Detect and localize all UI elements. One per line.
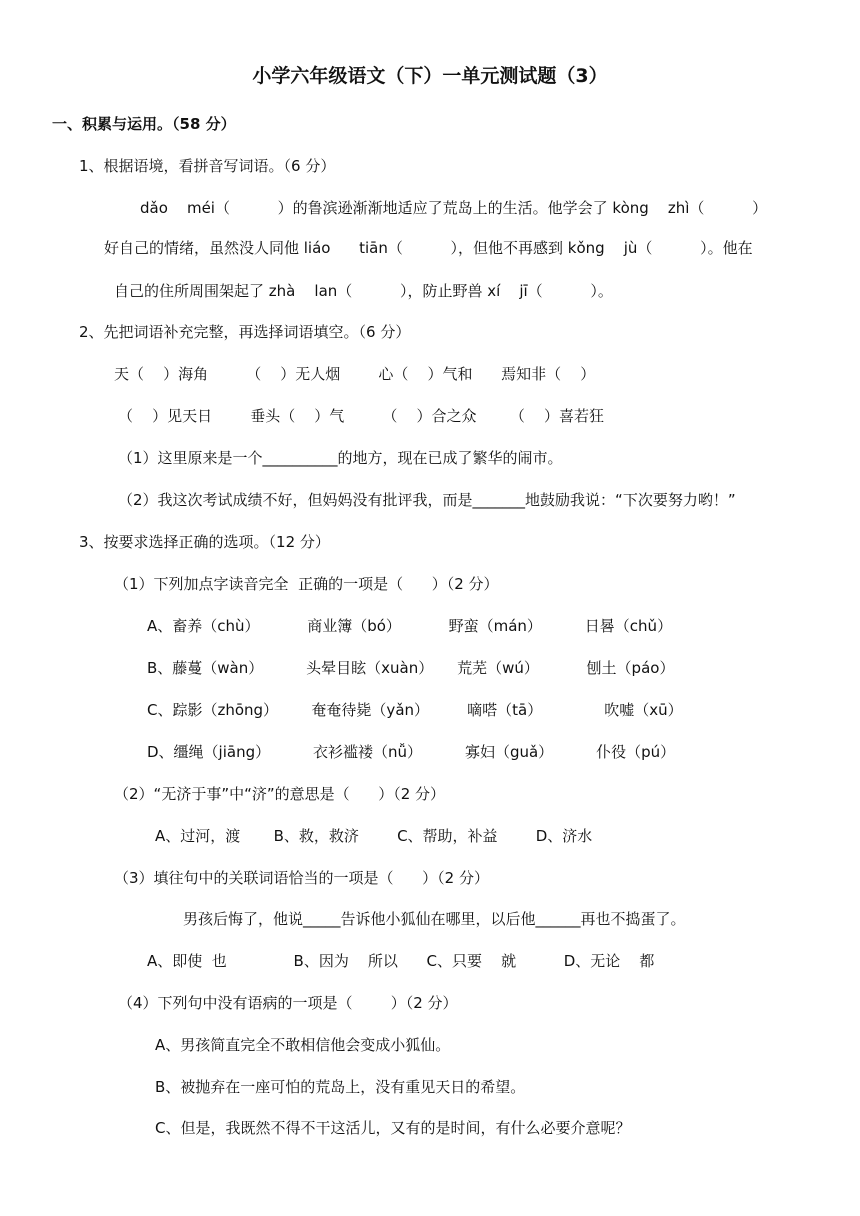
question-2-words-row-2: （ ）见天日 垂头（ ）气 （ ）合之众 （ ）喜若狂 (118, 407, 604, 425)
question-2-sentence-1: （1）这里原来是一个__________的地方，现在已成了繁华的闹市。 (118, 449, 563, 467)
question-3-part-3-sentence: 男孩后悔了，他说_____告诉他小狐仙在哪里，以后他______再也不捣蛋了。 (183, 910, 686, 928)
question-2-heading: 2、先把词语补充完整，再选择词语填空。（6 分） (79, 323, 411, 341)
section-heading: 一、积累与运用。（58 分） (52, 115, 236, 133)
question-2-sentence-2: （2）我这次考试成绩不好，但妈妈没有批评我，而是_______地鼓励我说：“下次要努力哟！” (118, 491, 736, 509)
question-3-part-2-options: A、过河，渡 B、救，救济 C、帮助，补益 D、济水 (155, 827, 593, 845)
question-3-part-3-options: A、即使 也 B、因为 所以 C、只要 就 D、无论 都 (147, 952, 655, 970)
question-3-part-4-option-a: A、男孩简直完全不敢相信他会变成小狐仙。 (155, 1036, 451, 1054)
question-3-part-4-option-c: C、但是，我既然不得不干这活儿，又有的是时间，有什么必要介意呢？ (155, 1119, 631, 1137)
option-d: D、缰绳（jiāng） 衣衫褴褛（nǚ） 寡妇（guǎ） 仆役（pú） (147, 743, 676, 761)
question-3-part-2: （2）“无济于事”中“济”的意思是（ ）（2 分） (114, 785, 446, 803)
question-3-part-3: （3）填往句中的关联词语恰当的一项是（ ）（2 分） (114, 869, 489, 887)
question-3-part-4-option-b: B、被抛弃在一座可怕的荒岛上，没有重见天日的希望。 (155, 1078, 526, 1096)
option-a: A、畜养（chù） 商业簿（bó） 野蛮（mán） 日晷（chǔ） (147, 617, 673, 635)
page-title: 小学六年级语文（下）一单元测试题（3） (252, 65, 608, 87)
question-3-part-4: （4）下列句中没有语病的一项是（ ）（2 分） (118, 994, 458, 1012)
question-2-words-row-1: 天（ ）海角 （ ）无人烟 心（ ）气和 焉知非（ ） (114, 365, 596, 383)
option-b: B、藤蔓（wàn） 头晕目眩（xuàn） 荒芜（wú） 刨土（páo） (147, 659, 675, 677)
question-3-part-1: （1）下列加点字读音完全 正确的一项是（ ）（2 分） (114, 575, 499, 593)
question-3-heading: 3、按要求选择正确的选项。（12 分） (79, 533, 330, 551)
option-c: C、踪影（zhōng） 奄奄待毙（yǎn） 嘀嗒（tā） 吹嘘（xū） (147, 701, 683, 719)
question-1-heading: 1、根据语境，看拼音写词语。（6 分） (79, 157, 336, 175)
question-1-line-1: dǎo méi（ ）的鲁滨逊渐渐地适应了荒岛上的生活。他学会了 kòng zhì（ ） (140, 199, 768, 217)
question-1-line-3: 自己的住所周围架起了 zhà lan（ ），防止野兽 xí jī（ ）。 (114, 282, 613, 300)
question-1-line-2: 好自己的情绪，虽然没人同他 liáo tiān（ ），但他不再感到 kǒng jù（ ）。他在 (104, 239, 753, 257)
